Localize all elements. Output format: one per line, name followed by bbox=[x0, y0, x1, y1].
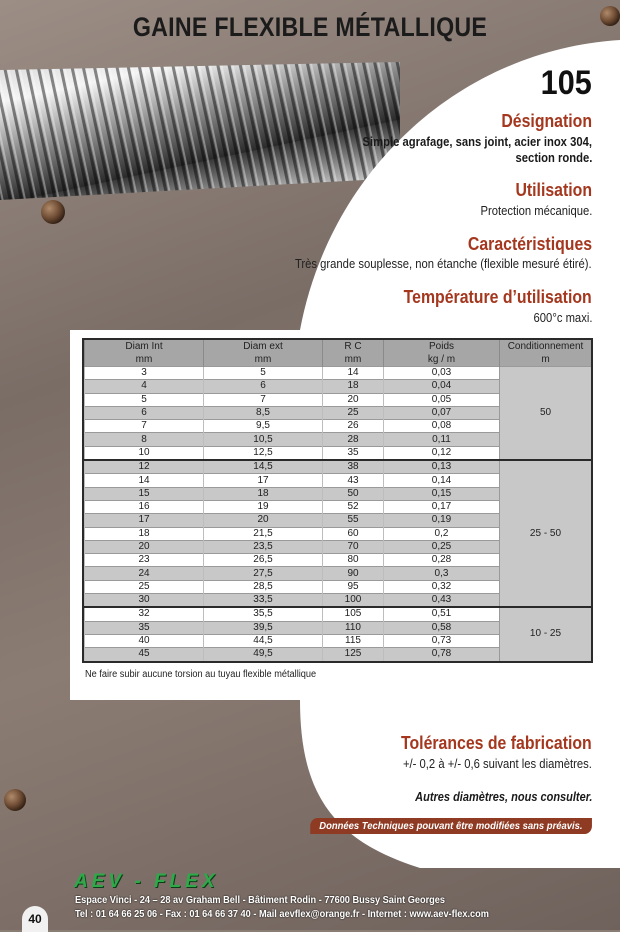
header-diam-ext: Diam ext bbox=[204, 340, 323, 353]
utilisation-heading: Utilisation bbox=[515, 180, 592, 200]
cell-diam-int: 30 bbox=[85, 594, 204, 608]
cell-diam-int: 5 bbox=[85, 393, 204, 406]
cell-rc: 100 bbox=[323, 594, 384, 608]
temperature-text: 600°c maxi. bbox=[533, 311, 592, 325]
cell-rc: 110 bbox=[323, 621, 384, 634]
cell-poids: 0,04 bbox=[384, 380, 500, 393]
cell-conditionnement: 10 - 25 bbox=[500, 607, 592, 660]
header-poids: Poids bbox=[384, 340, 500, 353]
cell-rc: 105 bbox=[323, 607, 384, 621]
cell-rc: 35 bbox=[323, 446, 384, 460]
cell-diam-ext: 19 bbox=[204, 500, 323, 513]
rivet-icon bbox=[4, 789, 26, 811]
cell-poids: 0,14 bbox=[384, 474, 500, 487]
cell-diam-int: 6 bbox=[85, 406, 204, 419]
header-diam-int: Diam Int bbox=[85, 340, 204, 353]
cell-poids: 0,25 bbox=[384, 540, 500, 553]
cell-diam-ext: 5 bbox=[204, 367, 323, 380]
page-number: 40 bbox=[22, 906, 48, 932]
cell-diam-ext: 39,5 bbox=[204, 621, 323, 634]
cell-poids: 0,19 bbox=[384, 514, 500, 527]
cell-poids: 0,28 bbox=[384, 554, 500, 567]
cell-diam-ext: 17 bbox=[204, 474, 323, 487]
cell-poids: 0,78 bbox=[384, 648, 500, 661]
table-row bbox=[85, 460, 592, 474]
designation-line-1: Simple agrafage, sans joint, acier inox 304, bbox=[362, 135, 592, 149]
cell-poids: 0,12 bbox=[384, 446, 500, 460]
cell-diam-ext: 18 bbox=[204, 487, 323, 500]
autres-diametres-text: Autres diamètres, nous consulter. bbox=[414, 790, 592, 804]
cell-rc: 26 bbox=[323, 420, 384, 433]
cell-diam-int: 20 bbox=[85, 540, 204, 553]
cell-diam-ext: 28,5 bbox=[204, 580, 323, 593]
cell-rc: 43 bbox=[323, 474, 384, 487]
cell-conditionnement: 25 - 50 bbox=[500, 460, 592, 607]
product-number: 105 bbox=[540, 64, 592, 102]
cell-diam-int: 35 bbox=[85, 621, 204, 634]
cell-poids: 0,17 bbox=[384, 500, 500, 513]
cell-diam-int: 17 bbox=[85, 514, 204, 527]
cell-diam-int: 3 bbox=[85, 367, 204, 380]
cell-poids: 0,32 bbox=[384, 580, 500, 593]
caracteristiques-heading: Caractéristiques bbox=[467, 234, 592, 254]
cell-diam-ext: 9,5 bbox=[204, 420, 323, 433]
cell-diam-int: 16 bbox=[85, 500, 204, 513]
cell-rc: 20 bbox=[323, 393, 384, 406]
table-header-row bbox=[85, 340, 592, 353]
cell-rc: 115 bbox=[323, 634, 384, 647]
cell-diam-ext: 23,5 bbox=[204, 540, 323, 553]
table-row bbox=[85, 607, 592, 621]
cell-poids: 0,11 bbox=[384, 433, 500, 446]
temperature-heading: Température d’utilisation bbox=[403, 287, 592, 307]
cell-diam-ext: 12,5 bbox=[204, 446, 323, 460]
unit-conditionnement: m bbox=[500, 353, 592, 367]
caracteristiques-text: Très grande souplesse, non étanche (flexible mesuré étiré). bbox=[295, 257, 592, 271]
rivet-icon bbox=[600, 6, 620, 26]
cell-diam-int: 32 bbox=[85, 607, 204, 621]
disclaimer-banner: Données Techniques pouvant être modifiées sans préavis. bbox=[311, 818, 592, 834]
torsion-note: Ne faire subir aucune torsion au tuyau flexible métallique bbox=[85, 669, 317, 680]
cell-conditionnement: 50 bbox=[500, 367, 592, 461]
designation-line-2: section ronde. bbox=[515, 151, 592, 165]
cell-diam-int: 23 bbox=[85, 554, 204, 567]
cell-rc: 95 bbox=[323, 580, 384, 593]
cell-rc: 50 bbox=[323, 487, 384, 500]
table-unit-row bbox=[85, 353, 592, 367]
brand-logo: AEV - FLEX bbox=[74, 871, 219, 892]
cell-diam-ext: 33,5 bbox=[204, 594, 323, 608]
cell-poids: 0,07 bbox=[384, 406, 500, 419]
cell-diam-ext: 27,5 bbox=[204, 567, 323, 580]
cell-poids: 0,43 bbox=[384, 594, 500, 608]
unit-rc: mm bbox=[323, 353, 384, 367]
cell-diam-int: 40 bbox=[85, 634, 204, 647]
cell-diam-int: 10 bbox=[85, 446, 204, 460]
cell-rc: 28 bbox=[323, 433, 384, 446]
header-conditionnement: Conditionnement bbox=[500, 340, 592, 353]
cell-rc: 90 bbox=[323, 567, 384, 580]
cell-poids: 0,15 bbox=[384, 487, 500, 500]
cell-diam-ext: 14,5 bbox=[204, 460, 323, 474]
unit-poids: kg / m bbox=[384, 353, 500, 367]
cell-rc: 80 bbox=[323, 554, 384, 567]
cell-diam-ext: 49,5 bbox=[204, 648, 323, 661]
cell-rc: 70 bbox=[323, 540, 384, 553]
cell-diam-ext: 44,5 bbox=[204, 634, 323, 647]
cell-diam-int: 15 bbox=[85, 487, 204, 500]
cell-rc: 38 bbox=[323, 460, 384, 474]
cell-poids: 0,08 bbox=[384, 420, 500, 433]
cell-diam-ext: 6 bbox=[204, 380, 323, 393]
page-title: GAINE FLEXIBLE MÉTALLIQUE bbox=[132, 12, 488, 42]
table-row bbox=[85, 367, 592, 380]
cell-diam-int: 45 bbox=[85, 648, 204, 661]
cell-rc: 60 bbox=[323, 527, 384, 540]
cell-rc: 14 bbox=[323, 367, 384, 380]
tolerances-text: +/- 0,2 à +/- 0,6 suivant les diamètres. bbox=[403, 757, 592, 771]
spec-table bbox=[84, 340, 591, 661]
cell-diam-int: 14 bbox=[85, 474, 204, 487]
unit-diam-int: mm bbox=[85, 353, 204, 367]
cell-rc: 25 bbox=[323, 406, 384, 419]
cell-diam-int: 12 bbox=[85, 460, 204, 474]
cell-rc: 52 bbox=[323, 500, 384, 513]
cell-diam-ext: 7 bbox=[204, 393, 323, 406]
header-rc: R C bbox=[323, 340, 384, 353]
cell-diam-int: 25 bbox=[85, 580, 204, 593]
cell-poids: 0,73 bbox=[384, 634, 500, 647]
cell-diam-ext: 20 bbox=[204, 514, 323, 527]
cell-rc: 55 bbox=[323, 514, 384, 527]
cell-diam-int: 18 bbox=[85, 527, 204, 540]
cell-poids: 0,03 bbox=[384, 367, 500, 380]
cell-rc: 125 bbox=[323, 648, 384, 661]
cell-diam-ext: 8,5 bbox=[204, 406, 323, 419]
flexible-tube-image bbox=[0, 62, 400, 200]
cell-poids: 0,05 bbox=[384, 393, 500, 406]
cell-diam-ext: 10,5 bbox=[204, 433, 323, 446]
cell-diam-ext: 35,5 bbox=[204, 607, 323, 621]
cell-poids: 0,3 bbox=[384, 567, 500, 580]
cell-diam-int: 4 bbox=[85, 380, 204, 393]
cell-diam-int: 8 bbox=[85, 433, 204, 446]
cell-diam-ext: 26,5 bbox=[204, 554, 323, 567]
cell-diam-int: 7 bbox=[85, 420, 204, 433]
cell-poids: 0,2 bbox=[384, 527, 500, 540]
tolerances-heading: Tolérances de fabrication bbox=[401, 733, 592, 753]
footer-address: Espace Vinci - 24 – 28 av Graham Bell - Bâtiment Rodin - 77600 Bussy Saint Georges bbox=[75, 895, 446, 906]
footer-contact: Tel : 01 64 66 25 06 - Fax : 01 64 66 37 40 - Mail aevflex@orange.fr - Internet : www.aev-flex.com bbox=[75, 909, 489, 920]
cell-rc: 18 bbox=[323, 380, 384, 393]
cell-poids: 0,51 bbox=[384, 607, 500, 621]
table-body bbox=[85, 367, 592, 661]
cell-poids: 0,13 bbox=[384, 460, 500, 474]
unit-diam-ext: mm bbox=[204, 353, 323, 367]
utilisation-text: Protection mécanique. bbox=[480, 204, 592, 218]
cell-diam-ext: 21,5 bbox=[204, 527, 323, 540]
cell-diam-int: 24 bbox=[85, 567, 204, 580]
cell-poids: 0,58 bbox=[384, 621, 500, 634]
rivet-icon bbox=[41, 200, 65, 224]
designation-heading: Désignation bbox=[501, 111, 592, 131]
